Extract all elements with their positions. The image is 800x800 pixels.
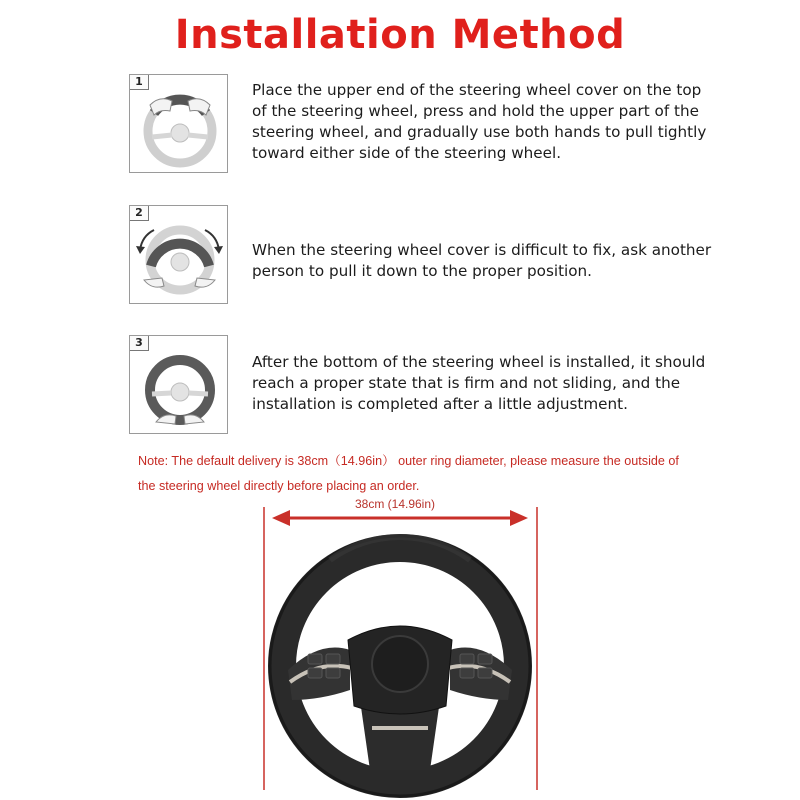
step-3-text: After the bottom of the steering wheel is installed, it should reach a proper state that is firm and not sliding, and the installation is completed after a little adjustment. (252, 353, 706, 413)
size-note: Note: The default delivery is 38cm（14.96in） outer ring diameter, please measure the outside of the steering wheel directly before placing an order. (138, 454, 679, 493)
page-title: Installation Method (174, 12, 626, 58)
step-1-text: Place the upper end of the steering wheel cover on the top of the steering wheel, press and hold the upper part of the steering wheel, and gradually use both hands to pull tightly toward either side of the steering wheel. (252, 81, 707, 162)
step-number: 1 (130, 75, 149, 90)
dimension-label: 38cm (14.96in) (354, 497, 436, 511)
dimension-arrow (272, 510, 528, 526)
step-number: 2 (130, 206, 149, 221)
step-2-text: When the steering wheel cover is difficult to fix, ask another person to pull it down to the proper position. (252, 241, 712, 280)
step-number: 3 (130, 336, 149, 351)
